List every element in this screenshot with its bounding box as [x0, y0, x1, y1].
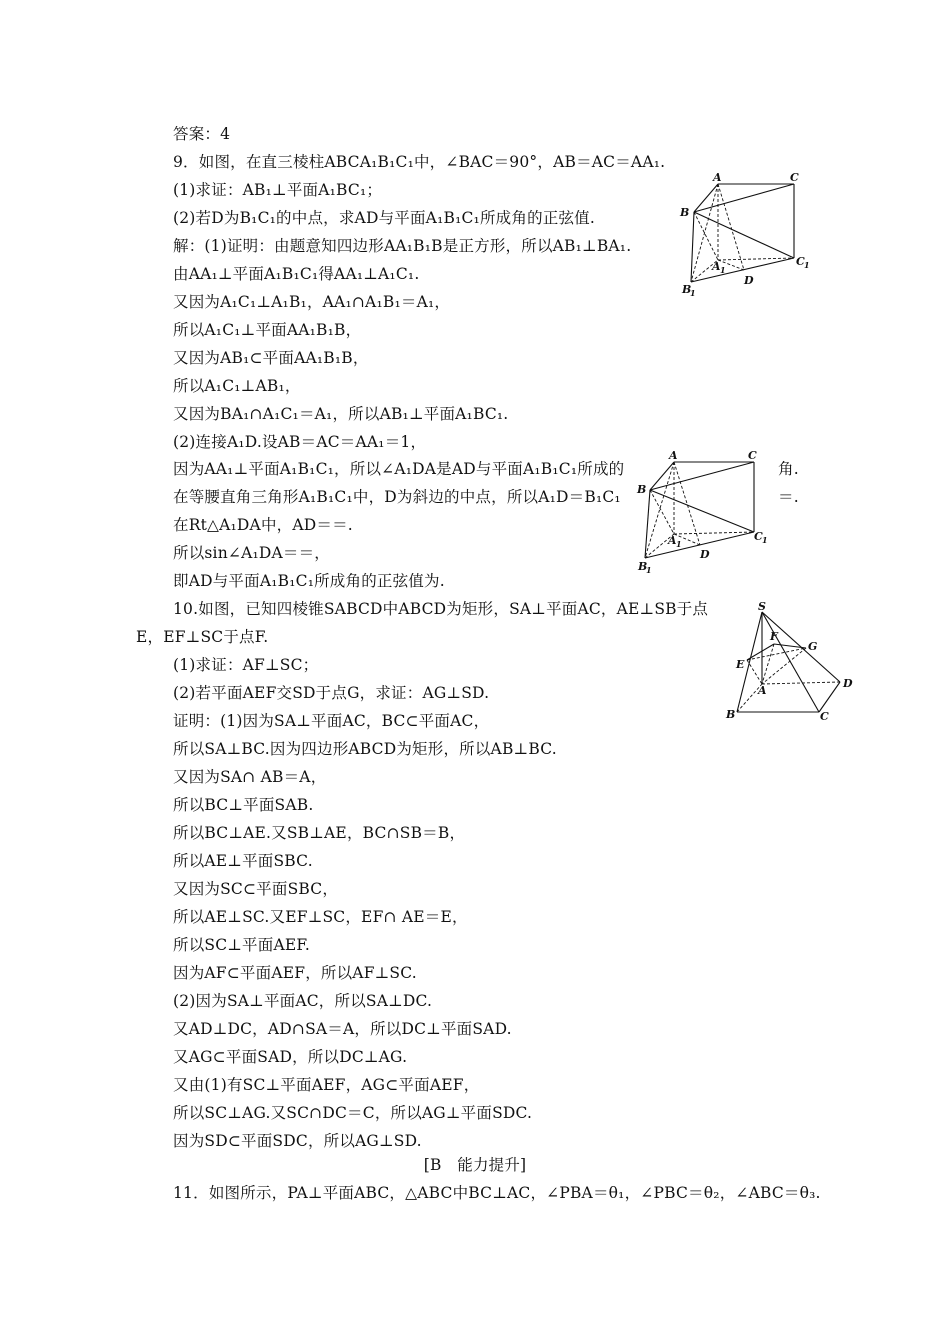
proof-10-line: 所以AE⊥平面SBC. [173, 852, 313, 870]
problem-9-part-2: (2)若D为B₁C₁的中点，求AD与平面A₁B₁C₁所成角的正弦值. [173, 209, 595, 227]
prism-figure-2 [636, 450, 776, 575]
problem-10-part-1: (1)求证：AF⊥SC； [173, 656, 319, 674]
vertex-label: C [748, 449, 757, 462]
solution-9-line: 解：(1)证明：由题意知四边形AA₁B₁B是正方形，所以AB₁⊥BA₁. [173, 237, 632, 255]
problem-10-stem: 10.如图，已知四棱锥SABCD中ABCD为矩形，SA⊥平面AC，AE⊥SB于点 [173, 600, 709, 618]
vertex-label: 1 [646, 565, 652, 575]
solution-9-line: 又因为A₁C₁⊥A₁B₁，AA₁∩A₁B₁＝A₁， [173, 293, 451, 311]
vertex-label: A [668, 534, 677, 547]
problem-9-stem: 9．如图，在直三棱柱ABCA₁B₁C₁中，∠BAC＝90°，AB＝AC＝AA₁. [173, 153, 666, 171]
vertex-label: D [744, 274, 754, 287]
solution-9-line: 在等腰直角三角形A₁B₁C₁中，D为斜边的中点，所以A₁D＝B₁C₁ [173, 488, 621, 506]
vertex-label: D [700, 548, 710, 561]
proof-10-line: 所以SC⊥AG.又SC∩DC＝C，所以AG⊥平面SDC. [173, 1104, 533, 1122]
vertex-label: B [682, 283, 692, 296]
proof-10-line: 又AG⊂平面SAD，所以DC⊥AG. [173, 1048, 408, 1066]
proof-10-line: 因为AF⊂平面AEF，所以AF⊥SC. [173, 964, 417, 982]
solution-9-line: 又因为AB₁⊂平面AA₁B₁B， [173, 349, 369, 367]
proof-10-line: 所以SC⊥平面AEF. [173, 936, 311, 954]
proof-10-line: (2)因为SA⊥平面AC，所以SA⊥DC. [173, 992, 433, 1010]
vertex-label: C [796, 255, 805, 268]
proof-10-line: 又由(1)有SC⊥平面AEF，AG⊂平面AEF， [173, 1076, 480, 1094]
proof-10-line: 所以BC⊥AE.又SB⊥AE，BC∩SB＝B， [173, 824, 466, 842]
vertex-label: B [680, 206, 690, 219]
proof-10-line: 因为SD⊂平面SDC，所以AG⊥SD. [173, 1132, 422, 1150]
vertex-label: A [712, 260, 721, 273]
vertex-label: A [758, 684, 767, 697]
solution-9-line: 所以sin∠A₁DA＝＝， [173, 544, 331, 562]
vertex-label: 1 [804, 260, 810, 270]
vertex-label: C [754, 530, 763, 543]
vertex-label: C [820, 710, 829, 723]
proof-10-line: 所以AE⊥SC.又EF⊥SC，EF∩ AE＝E， [173, 908, 468, 926]
vertex-label: D [843, 677, 853, 690]
proof-10-line: 所以BC⊥平面SAB. [173, 796, 314, 814]
solution-9-line: 所以A₁C₁⊥平面AA₁B₁B， [173, 321, 362, 339]
solution-9-line-tail: ＝. [778, 488, 799, 506]
vertex-label: C [790, 171, 799, 184]
problem-10-part-2: (2)若平面AEF交SD于点G，求证：AG⊥SD. [173, 684, 490, 702]
proof-10-line: 所以SA⊥BC.因为四边形ABCD为矩形，所以AB⊥BC. [173, 740, 557, 758]
vertex-label: G [808, 640, 818, 653]
solution-9-line-tail: 角. [778, 460, 799, 478]
solution-9-line: 由AA₁⊥平面A₁B₁C₁得AA₁⊥A₁C₁. [173, 265, 420, 283]
proof-10-line: 又因为SC⊂平面SBC， [173, 880, 339, 898]
vertex-label: A [669, 449, 678, 462]
vertex-label: E [736, 658, 745, 671]
problem-10-stem-cont: E，EF⊥SC于点F. [136, 628, 269, 646]
vertex-label: A [713, 171, 722, 184]
solution-9-line: 所以A₁C₁⊥AB₁， [173, 377, 301, 395]
vertex-label: S [758, 600, 766, 613]
vertex-label: 1 [676, 539, 682, 549]
proof-10-line: 又AD⊥DC，AD∩SA＝A，所以DC⊥平面SAD. [173, 1020, 512, 1038]
solution-9-line: 在Rt△A₁DA中，AD＝＝. [173, 516, 353, 534]
solution-9-line: 因为AA₁⊥平面A₁B₁C₁，所以∠A₁DA是AD与平面A₁B₁C₁所成的 [173, 460, 625, 478]
pyramid-figure [722, 600, 862, 725]
problem-11-stem: 11．如图所示，PA⊥平面ABC，△ABC中BC⊥AC，∠PBA＝θ₁，∠PBC＝θ₂，∠ABC＝θ₃. [173, 1184, 821, 1202]
vertex-label: B [637, 483, 647, 496]
problem-9-part-1: (1)求证：AB₁⊥平面A₁BC₁； [173, 181, 383, 199]
vertex-label: B [726, 708, 736, 721]
vertex-label: 1 [720, 265, 726, 275]
vertex-label: 1 [762, 535, 768, 545]
vertex-label: B [638, 560, 648, 573]
solution-9-line: 即AD与平面A₁B₁C₁所成角的正弦值为. [173, 572, 445, 590]
solution-9-line: 又因为BA₁∩A₁C₁＝A₁，所以AB₁⊥平面A₁BC₁. [173, 405, 509, 423]
prism-figure-1 [676, 172, 816, 297]
proof-10-line: 证明：(1)因为SA⊥平面AC，BC⊂平面AC， [173, 712, 490, 730]
vertex-label: F [770, 630, 778, 643]
answer-line: 答案：4 [173, 125, 231, 143]
solution-9-line: (2)连接A₁D.设AB＝AC＝AA₁＝1， [173, 433, 427, 451]
section-heading: [B 能力提升] [423, 1156, 527, 1174]
vertex-label: 1 [690, 288, 696, 298]
proof-10-line: 又因为SA∩ AB＝A， [173, 768, 327, 786]
